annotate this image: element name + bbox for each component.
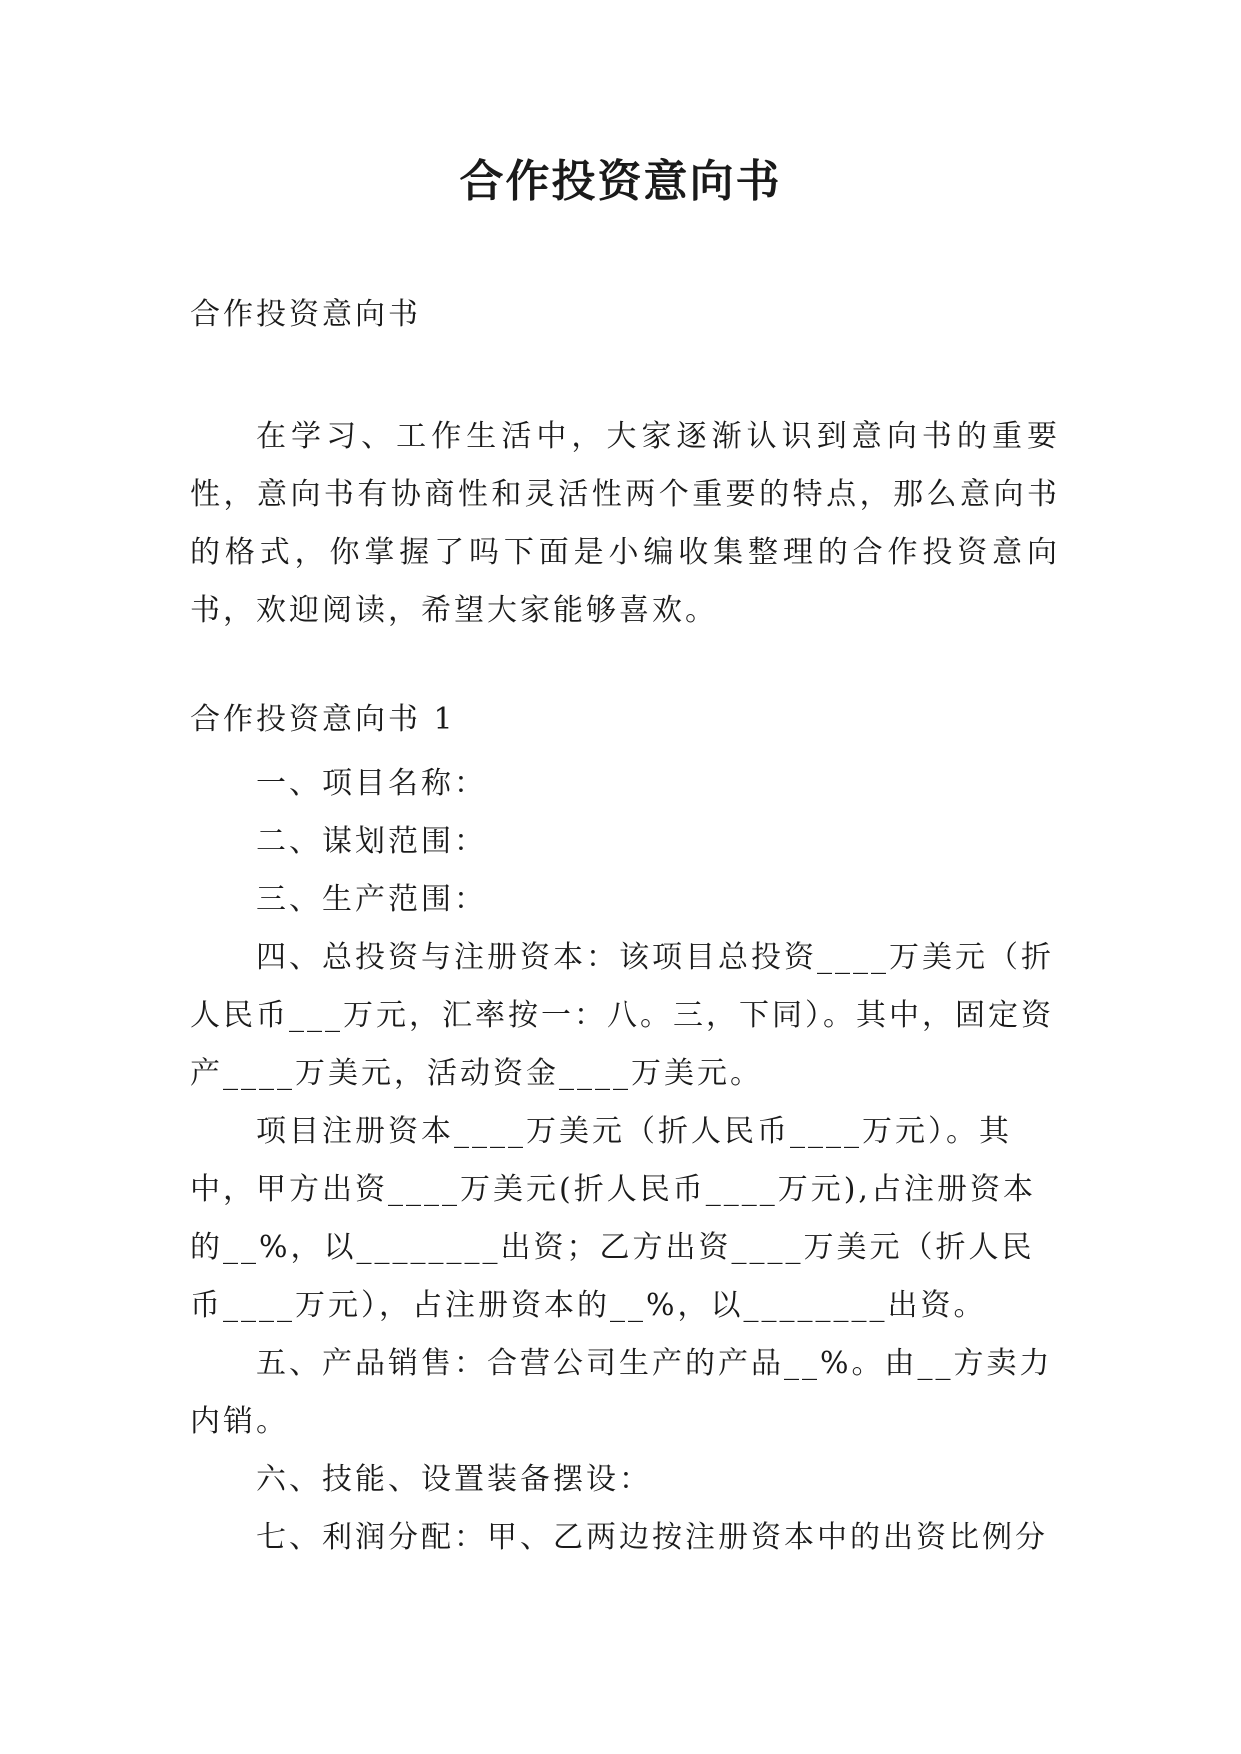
item-registered-capital: 项目注册资本____万美元（折人民币____万元）。其中，甲方出资____万美元(折人民币____万元),占注册资本的__%，以________出资；乙方出资____万美元（折人民币____万元），占注册资本的__%，以________出资。: [190, 1114, 1036, 1323]
section-items: [190, 755, 1060, 1567]
item-business-scope: 二、谋划范围：: [256, 824, 487, 859]
item-product-sales: 五、产品销售：合营公司生产的产品__%。由__方卖力内销。: [190, 1346, 1053, 1439]
item-profit-distribution: 七、利润分配：甲、乙两边按注册资本中的出资比例分: [256, 1520, 1048, 1555]
intro-paragraph: 在学习、工作生活中，大家逐渐认识到意向书的重要性，意向书有协商性和灵活性两个重要的特点，那么意向书的格式，你掌握了吗下面是小编收集整理的合作投资意向书，欢迎阅读，希望大家能够喜欢。: [190, 419, 1060, 628]
document-title: 合作投资意向书: [459, 156, 782, 207]
item-project-name: 一、项目名称：: [256, 766, 487, 801]
item-production-scope: 三、生产范围：: [256, 882, 487, 917]
section-heading: 合作投资意向书 1: [190, 702, 456, 737]
item-total-investment: 四、总投资与注册资本：该项目总投资____万美元（折人民币___万元，汇率按一：八。三，下同）。其中，固定资产____万美元，活动资金____万美元。: [190, 940, 1054, 1091]
item-technology-equipment: 六、技能、设置装备摆设：: [256, 1462, 652, 1497]
document-subtitle: 合作投资意向书: [190, 297, 421, 332]
